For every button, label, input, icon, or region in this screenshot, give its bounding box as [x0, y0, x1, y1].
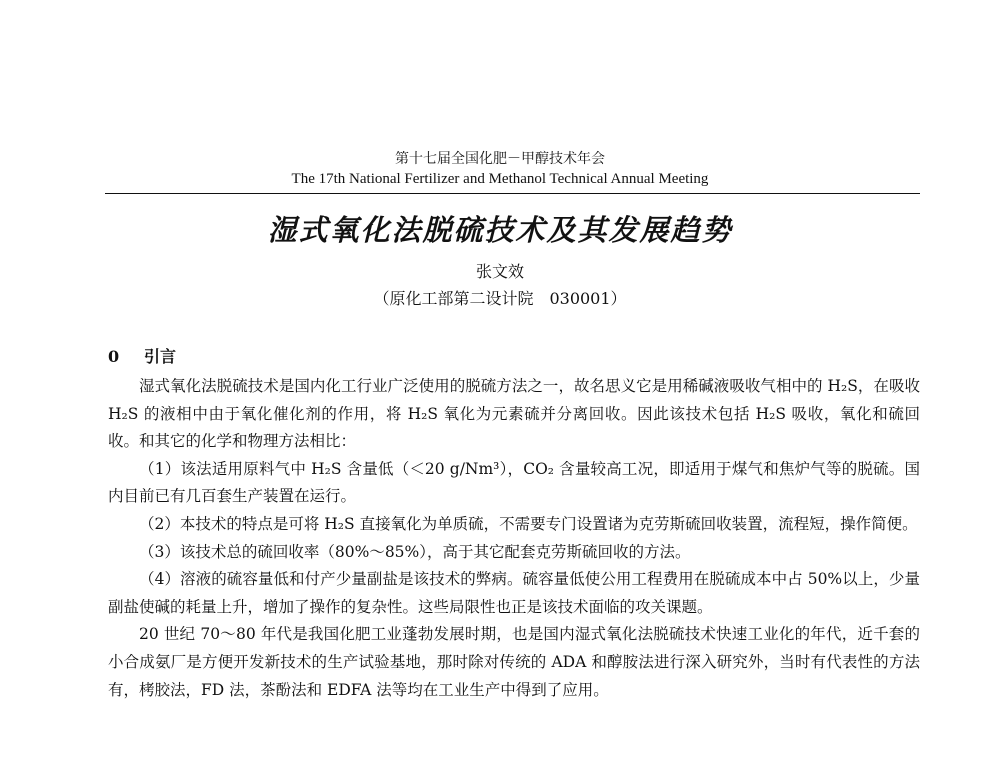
conference-header-en: The 17th National Fertilizer and Methanol Technical Annual Meeting	[291, 171, 709, 187]
paragraph: 20 世纪 70～80 年代是我国化肥工业蓬勃发展时期，也是国内湿式氧化法脱硫技术快速工业化的年代，近千套的小合成氨厂是方便开发新技术的生产试验基地，那时除对传统的 ADA 和醇胺法进行深入研究外，当时有代表性的方法有，栲胶法，FD 法，茶酚法和 EDFA 法等均在工业生产中得到了应用。	[108, 625, 920, 699]
section-number: 0	[108, 347, 120, 366]
section-heading	[108, 346, 176, 368]
paper-title: 湿式氧化法脱硫技术及其发展趋势	[267, 213, 733, 247]
paragraph: 湿式氧化法脱硫技术是国内化工行业广泛使用的脱硫方法之一，故名思义它是用稀碱液吸收气相中的 H₂S，在吸收 H₂S 的液相中由于氧化催化剂的作用，将 H₂S 氧化为元素硫并分离回收。因此该技术包括 H₂S 吸收，氧化和硫回收。和其它的化学和物理方法相比：	[108, 377, 920, 451]
body-text	[108, 373, 920, 704]
header-rule	[105, 193, 920, 194]
affiliation: （原化工部第二设计院 030001）	[373, 289, 627, 308]
paragraph: （4）溶液的硫容量低和付产少量副盐是该技术的弊病。硫容量低使公用工程费用在脱硫成本中占 50%以上，少量副盐使碱的耗量上升，增加了操作的复杂性。这些局限性也正是该技术面临的攻关课题。	[108, 570, 920, 616]
paragraph: （1）该法适用原料气中 H₂S 含量低（＜20 g/Nm³），CO₂ 含量较高工况，即适用于煤气和焦炉气等的脱硫。国内目前已有几百套生产装置在运行。	[108, 459, 920, 506]
section-title: 引言	[144, 347, 177, 366]
author: 张文效	[475, 262, 524, 281]
paragraph: （3）该技术总的硫回收率（80%～85%），高于其它配套克劳斯硫回收的方法。	[139, 542, 691, 561]
paragraph: （2）本技术的特点是可将 H₂S 直接氧化为单质硫，不需要专门设置诸为克劳斯硫回收装置，流程短，操作简便。	[139, 514, 918, 533]
conference-header-cn: 第十七届全国化肥－甲醇技术年会	[395, 151, 605, 167]
